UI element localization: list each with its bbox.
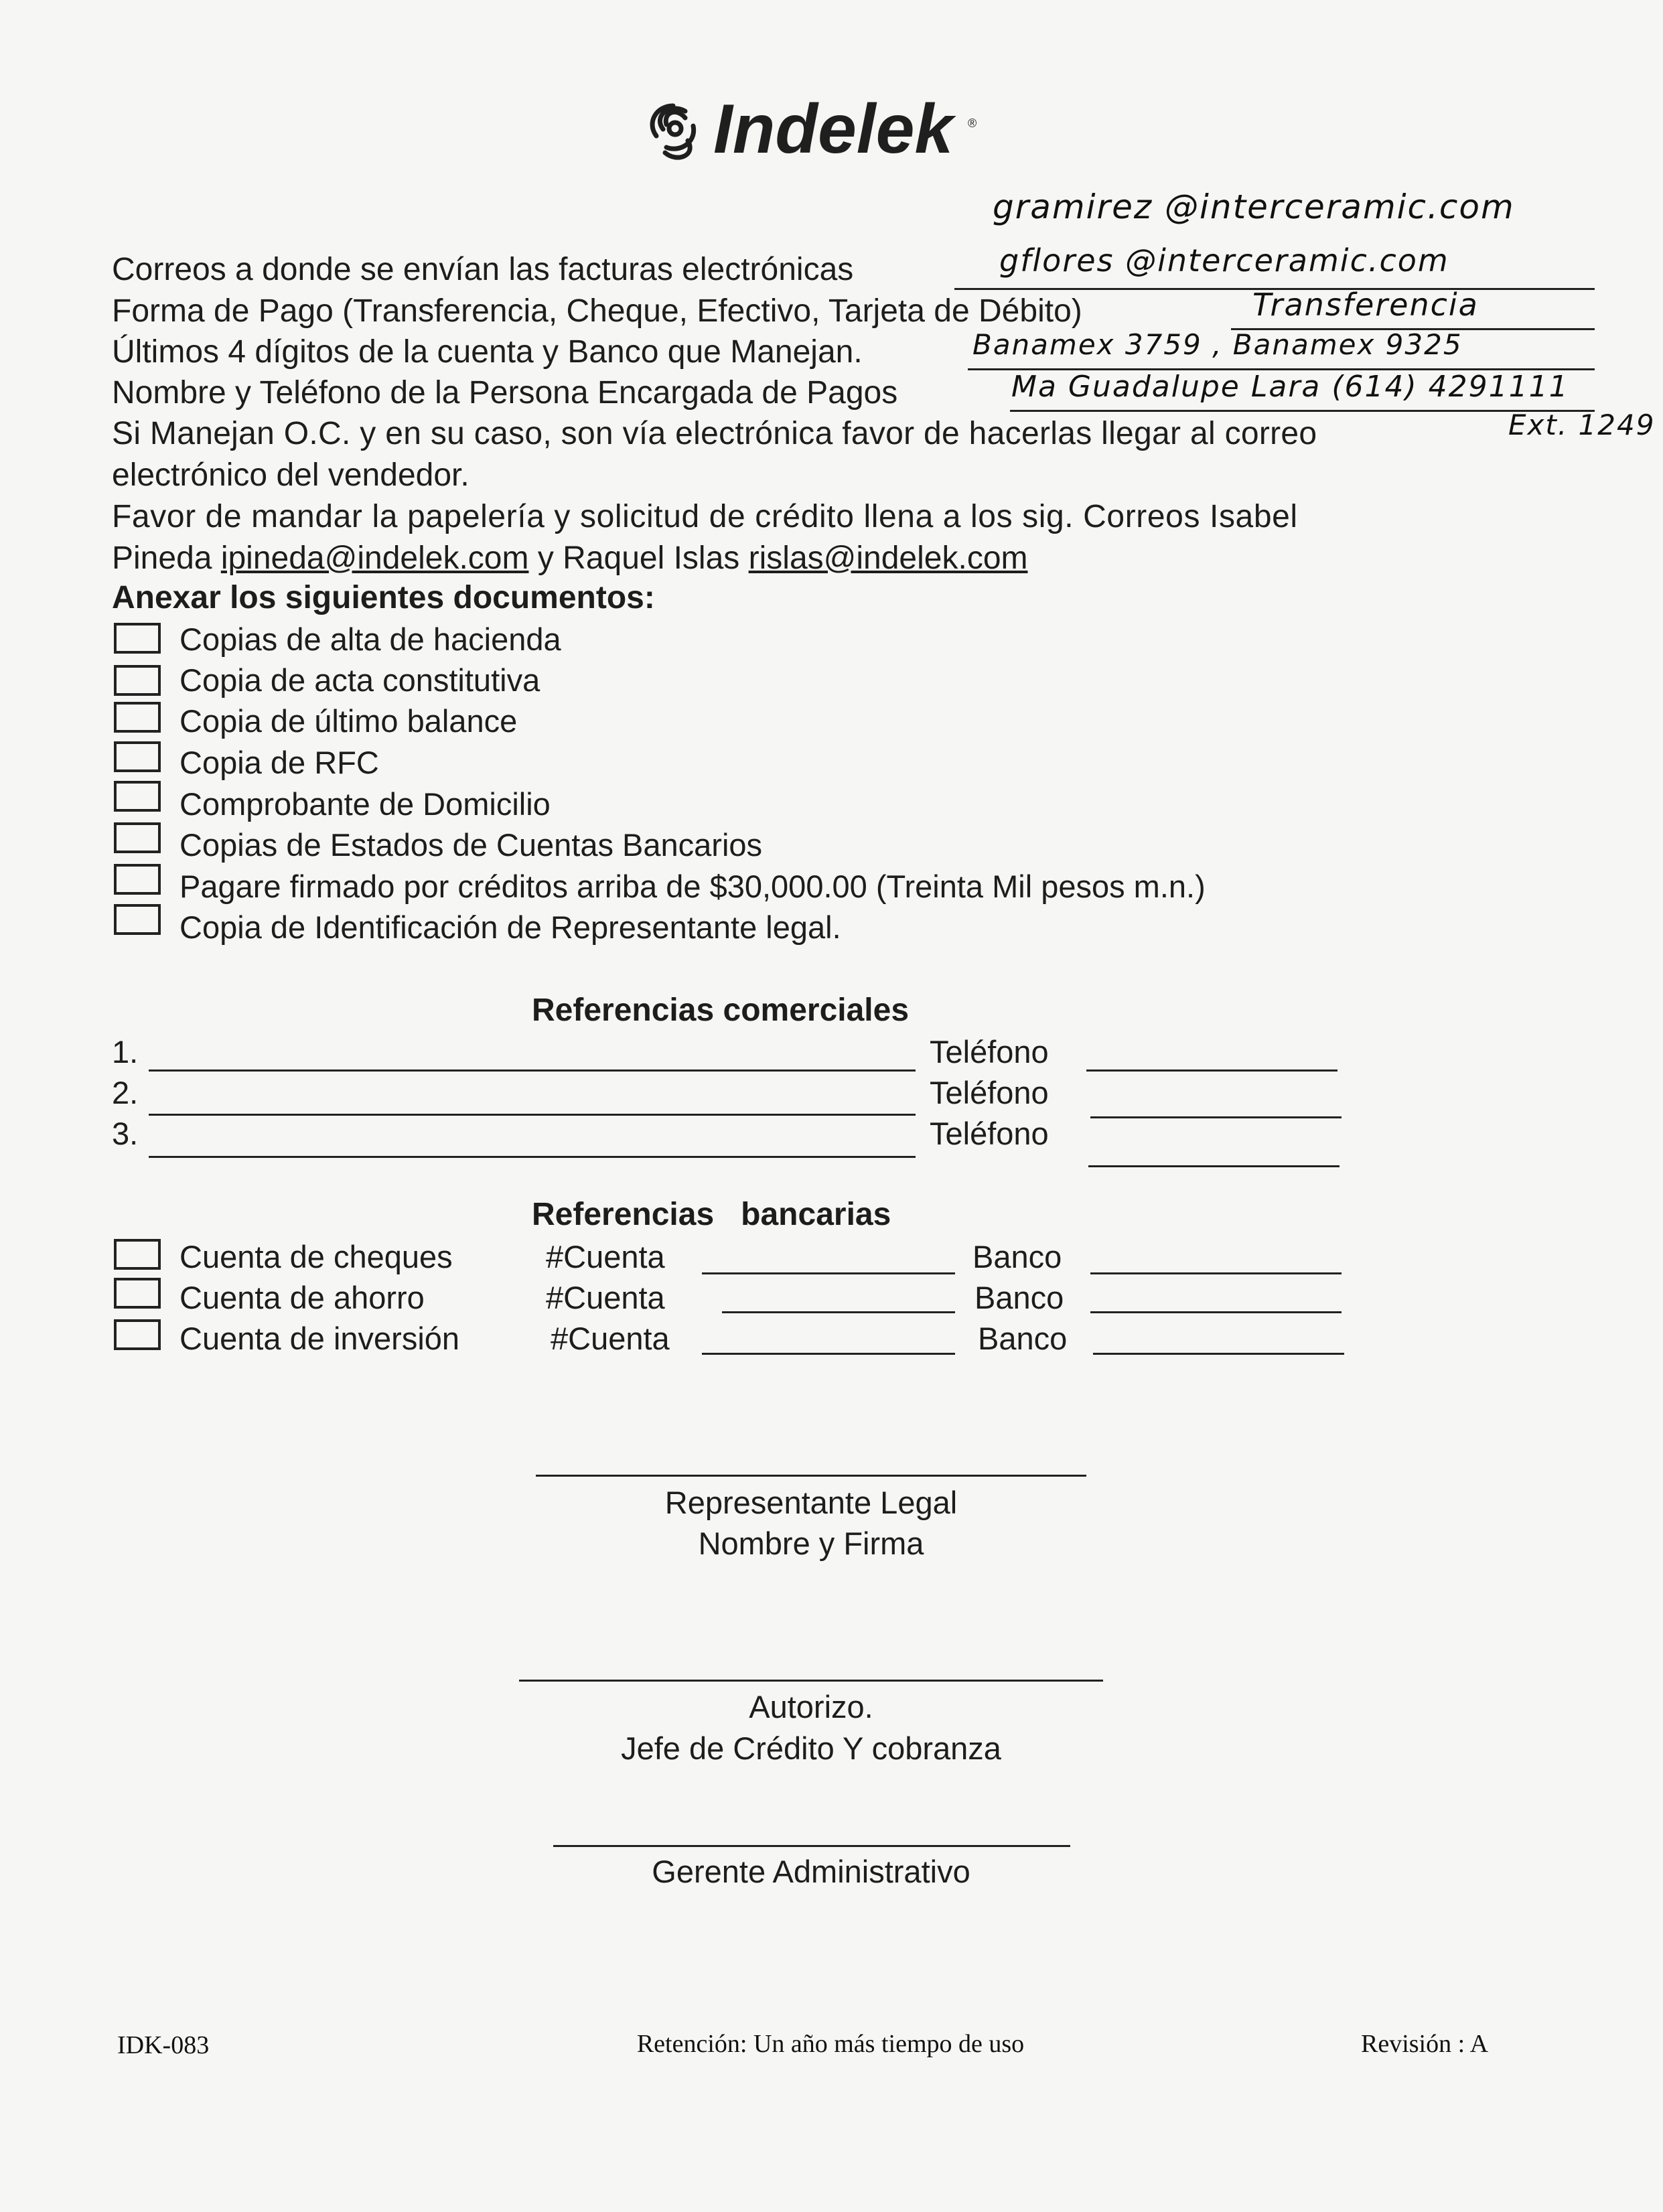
- manager-title: Gerente Administrativo: [652, 1854, 970, 1889]
- commercial-ref-number-3: 3.: [112, 1116, 139, 1151]
- commercial-ref-number-2: 2.: [112, 1075, 139, 1110]
- bank-account-label-2: #Cuenta: [546, 1280, 665, 1315]
- authorize-signature-line[interactable]: [519, 1680, 1103, 1682]
- account-digits-value: Banamex 3759 , Banamex 9325: [972, 328, 1463, 361]
- payment-contact-value: Ma Guadalupe Lara (614) 4291111: [1011, 370, 1569, 404]
- doc-checkbox-3[interactable]: [114, 702, 161, 733]
- bank-field-2[interactable]: [1090, 1311, 1342, 1313]
- manager-signature-line[interactable]: [553, 1845, 1070, 1847]
- bank-account-label-3: #Cuenta: [551, 1321, 670, 1356]
- bank-type-savings: Cuenta de ahorro: [179, 1280, 425, 1315]
- emails-label: Correos a donde se envían las facturas electrónicas: [112, 252, 854, 287]
- commercial-refs-title: Referencias comerciales: [532, 992, 910, 1028]
- bank-label-3: Banco: [978, 1321, 1068, 1356]
- payment-contact-underline: [1010, 410, 1595, 412]
- footer-revision: Revisión : A: [1361, 2030, 1489, 2058]
- doc-item-5: Comprobante de Domicilio: [179, 786, 551, 822]
- send-note-middle: y Raquel Islas: [537, 540, 740, 576]
- doc-checkbox-8[interactable]: [114, 904, 161, 935]
- commercial-ref-phone-label-2: Teléfono: [930, 1075, 1049, 1110]
- oc-note-line-1: Si Manejan O.C. y en su caso, son vía electrónica favor de hacerlas llegar al correo: [112, 416, 1317, 451]
- oc-note-line-2: electrónico del vendedor.: [112, 457, 469, 493]
- doc-item-7: Pagare firmado por créditos arriba de $30,000.00 (Treinta Mil pesos m.n.): [179, 869, 1206, 904]
- commercial-ref-name-field-1[interactable]: [149, 1070, 916, 1072]
- doc-item-2: Copia de acta constitutiva: [179, 662, 540, 698]
- commercial-ref-phone-field-2[interactable]: [1090, 1116, 1342, 1118]
- bank-label-1: Banco: [972, 1239, 1062, 1274]
- swirl-icon: [652, 106, 694, 157]
- doc-item-4: Copia de RFC: [179, 745, 379, 780]
- send-note-line-1: Favor de mandar la papelería y solicitud de crédito llena a los sig. Correos Isabel: [112, 499, 1298, 534]
- commercial-ref-name-field-3[interactable]: [149, 1156, 916, 1158]
- documents-title: Anexar los siguientes documentos:: [112, 580, 655, 615]
- email-link-rislas[interactable]: rislas@indelek.com: [748, 540, 1028, 576]
- legal-rep-subtitle: Nombre y Firma: [698, 1526, 924, 1561]
- commercial-ref-name-field-2[interactable]: [149, 1114, 916, 1116]
- commercial-ref-number-1: 1.: [112, 1034, 139, 1070]
- send-note-prefix: Pineda: [112, 540, 212, 576]
- bank-field-3[interactable]: [1093, 1353, 1344, 1355]
- send-note-line-2: [112, 538, 1028, 579]
- doc-checkbox-4[interactable]: [114, 741, 161, 772]
- authorize-subtitle: Jefe de Crédito Y cobranza: [621, 1730, 1001, 1766]
- bank-account-field-1[interactable]: [702, 1272, 955, 1274]
- email-value-2: gflores @interceramic.com: [999, 242, 1449, 279]
- bank-checkbox-savings[interactable]: [114, 1278, 161, 1309]
- bank-account-field-3[interactable]: [702, 1353, 955, 1355]
- doc-checkbox-5[interactable]: [114, 781, 161, 812]
- doc-checkbox-7[interactable]: [114, 864, 161, 895]
- commercial-ref-phone-label-1: Teléfono: [930, 1034, 1049, 1070]
- bank-account-label-1: #Cuenta: [546, 1239, 665, 1274]
- bank-checkbox-investment[interactable]: [114, 1319, 161, 1350]
- doc-checkbox-1[interactable]: [114, 623, 161, 654]
- doc-checkbox-2[interactable]: [114, 665, 161, 696]
- doc-item-6: Copias de Estados de Cuentas Bancarios: [179, 827, 763, 863]
- commercial-ref-phone-field-3[interactable]: [1088, 1165, 1340, 1167]
- bank-type-checking: Cuenta de cheques: [179, 1239, 453, 1274]
- payment-contact-ext: Ext. 1249: [1508, 409, 1656, 441]
- bank-field-1[interactable]: [1090, 1272, 1342, 1274]
- doc-item-8: Copia de Identificación de Representante legal.: [179, 909, 841, 945]
- email-link-ipineda[interactable]: ipineda@indelek.com: [220, 540, 529, 576]
- legal-rep-signature-line[interactable]: [536, 1475, 1086, 1477]
- indelek-logo: [633, 86, 988, 173]
- bank-account-field-2[interactable]: [722, 1311, 955, 1313]
- payment-method-label: Forma de Pago (Transferencia, Cheque, Efectivo, Tarjeta de Débito): [112, 293, 1082, 329]
- bank-refs-title: Referencias bancarias: [532, 1197, 891, 1232]
- legal-rep-title: Representante Legal: [664, 1485, 958, 1520]
- bank-type-investment: Cuenta de inversión: [179, 1321, 460, 1356]
- doc-item-3: Copia de último balance: [179, 703, 518, 739]
- bank-checkbox-checking[interactable]: [114, 1239, 161, 1270]
- authorize-title: Autorizo.: [749, 1689, 873, 1724]
- commercial-ref-phone-label-3: Teléfono: [930, 1116, 1049, 1151]
- payment-method-value: Transferencia: [1252, 287, 1479, 323]
- brand-name: Indelek: [713, 90, 954, 168]
- doc-checkbox-6[interactable]: [114, 822, 161, 853]
- footer-form-code: IDK-083: [117, 2031, 210, 2059]
- bank-label-2: Banco: [974, 1280, 1064, 1315]
- registered-mark: ®: [968, 117, 977, 130]
- payment-contact-label: Nombre y Teléfono de la Persona Encargada de Pagos: [112, 375, 898, 411]
- doc-item-1: Copias de alta de hacienda: [179, 621, 561, 657]
- account-digits-label: Últimos 4 dígitos de la cuenta y Banco que Manejan.: [112, 334, 863, 370]
- commercial-ref-phone-field-1[interactable]: [1086, 1070, 1337, 1072]
- email-value-1: gramirez @interceramic.com: [993, 188, 1515, 226]
- footer-retention: Retención: Un año más tiempo de uso: [636, 2030, 1025, 2058]
